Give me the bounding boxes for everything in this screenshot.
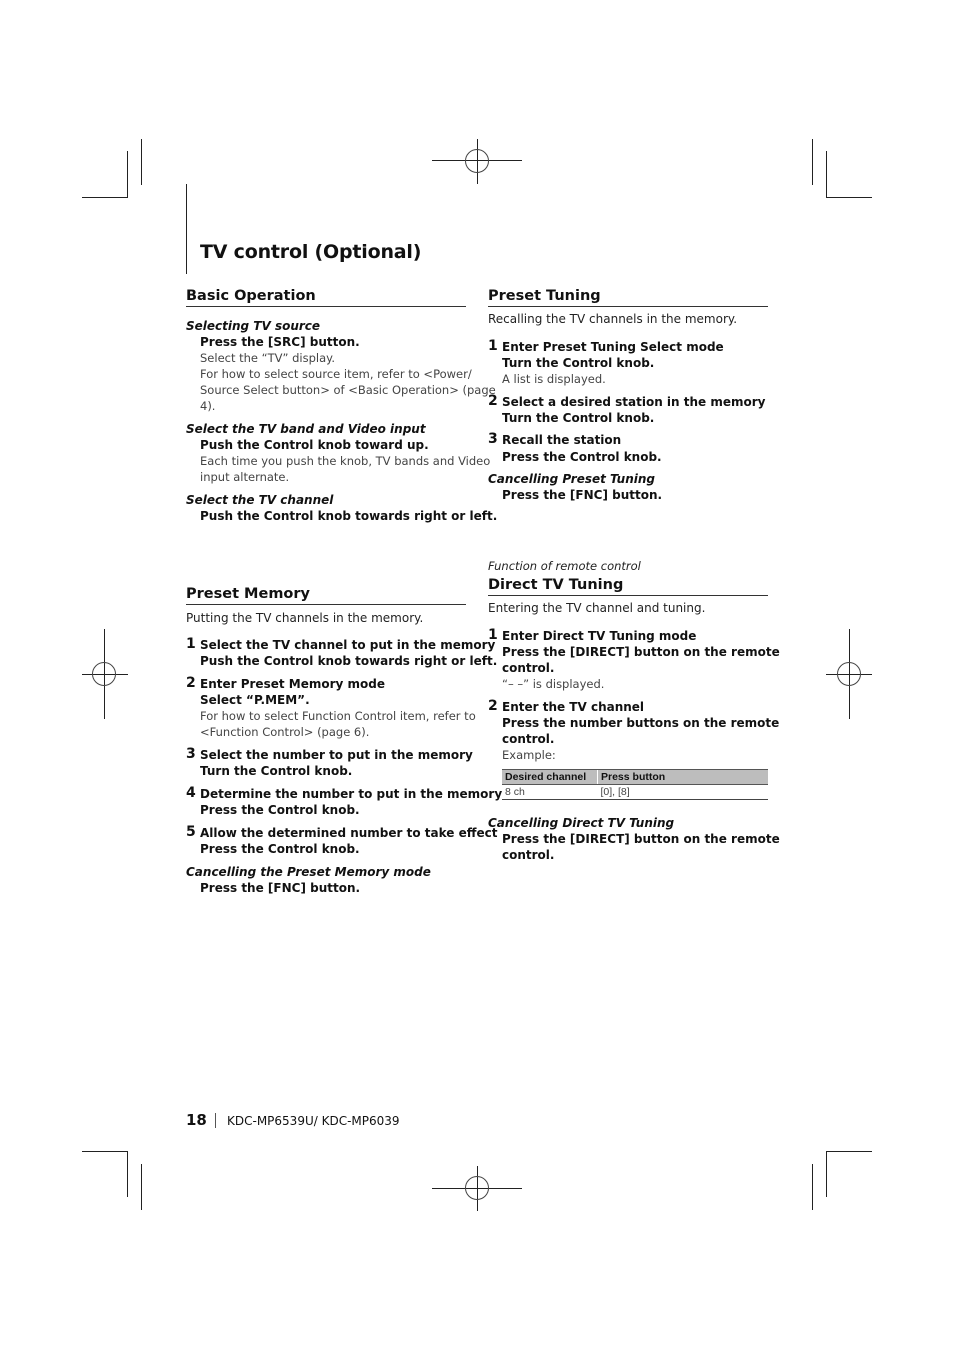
table-cell: [0], [8] [598, 785, 769, 800]
note-line: Source Select button> of <Basic Operation> (page [200, 383, 496, 397]
step-number: 3 [186, 746, 196, 762]
step-action: Press the Control knob. [200, 842, 360, 856]
step-title: Select the TV channel to put in the memory [200, 638, 496, 652]
step-number: 2 [488, 393, 498, 409]
note-line: “– –” is displayed. [502, 677, 605, 691]
page-number: 18 [186, 1111, 207, 1129]
table-header: Press button [598, 770, 769, 785]
step-number: 4 [186, 785, 196, 801]
subheading: Cancelling Direct TV Tuning [488, 816, 675, 830]
note-line: For how to select Function Control item, refer to [200, 709, 476, 723]
step-action: Press the number buttons on the remote [502, 716, 780, 730]
note-line: A list is displayed. [502, 372, 606, 386]
subheading: Cancelling Preset Tuning [488, 472, 655, 486]
preset-tuning-heading: Preset Tuning [488, 288, 768, 307]
subheading: Select the TV band and Video input [186, 422, 426, 436]
subheading: Select the TV channel [186, 493, 334, 507]
step-number: 1 [488, 338, 498, 354]
table-row [502, 785, 768, 800]
subheading: Cancelling the Preset Memory mode [186, 865, 431, 879]
intro-text: Entering the TV channel and tuning. [488, 601, 706, 615]
step-title: Recall the station [502, 433, 622, 447]
step-number: 3 [488, 431, 498, 447]
basic-operation-heading: Basic Operation [186, 288, 466, 307]
instruction: Push the Control knob toward up. [200, 438, 429, 452]
step-action: Turn the Control knob. [502, 356, 655, 370]
step-action: Press the [DIRECT] button on the remote [502, 645, 780, 659]
intro-text: Putting the TV channels in the memory. [186, 611, 424, 625]
intro-text: Recalling the TV channels in the memory. [488, 312, 738, 326]
note-line: Select the “TV” display. [200, 351, 335, 365]
page-title: TV control (Optional) [200, 241, 422, 263]
step-action: control. [502, 732, 555, 746]
remote-function-label: Function of remote control [488, 559, 641, 573]
step-number: 5 [186, 824, 196, 840]
step-number: 1 [488, 627, 498, 643]
step-action: Press the Control knob. [502, 450, 662, 464]
note-line: Example: [502, 748, 556, 762]
footer-divider [215, 1113, 216, 1128]
instruction: Press the [FNC] button. [200, 881, 361, 895]
note-line: input alternate. [200, 470, 290, 484]
step-action: Press the Control knob. [200, 803, 360, 817]
step-action: Push the Control knob towards right or left. [200, 654, 498, 668]
instruction: Press the [DIRECT] button on the remote [502, 832, 780, 846]
instruction: Push the Control knob towards right or left. [200, 509, 498, 523]
preset-memory-heading: Preset Memory [186, 586, 466, 605]
direct-tuning-heading: Direct TV Tuning [488, 577, 768, 596]
step-title: Enter Preset Tuning Select mode [502, 340, 724, 354]
step-title: Enter the TV channel [502, 700, 645, 714]
step-number: 2 [488, 698, 498, 714]
step-title: Select a desired station in the memory [502, 395, 766, 409]
subheading: Selecting TV source [186, 319, 321, 333]
note-line: 4). [200, 399, 216, 413]
note-line: <Function Control> (page 6). [200, 725, 370, 739]
example-table [502, 769, 768, 800]
table-cell: 8 ch [502, 785, 598, 800]
step-action: Turn the Control knob. [200, 764, 353, 778]
step-number: 1 [186, 636, 196, 652]
step-title: Determine the number to put in the memory [200, 787, 503, 801]
step-number: 2 [186, 675, 196, 691]
title-rule [186, 184, 187, 274]
step-title: Select the number to put in the memory [200, 748, 473, 762]
model-name: KDC-MP6539U/ KDC-MP6039 [227, 1114, 400, 1128]
note-line: For how to select source item, refer to <Power/ [200, 367, 472, 381]
step-title: Enter Direct TV Tuning mode [502, 629, 697, 643]
instruction: control. [502, 848, 555, 862]
step-action: Select “P.MEM”. [200, 693, 310, 707]
step-action: control. [502, 661, 555, 675]
table-header: Desired channel [502, 770, 598, 785]
instruction: Press the [SRC] button. [200, 335, 360, 349]
instruction: Press the [FNC] button. [502, 488, 663, 502]
step-action: Turn the Control knob. [502, 411, 655, 425]
note-line: Each time you push the knob, TV bands and Video [200, 454, 491, 468]
step-title: Allow the determined number to take effect [200, 826, 498, 840]
step-title: Enter Preset Memory mode [200, 677, 385, 691]
